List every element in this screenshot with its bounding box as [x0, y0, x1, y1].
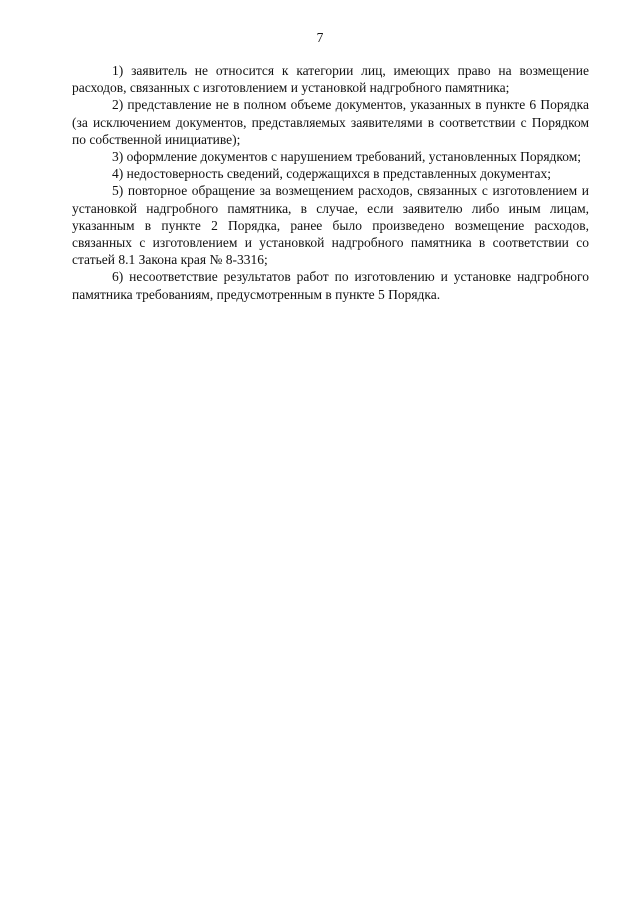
- list-item-6: 6) несоответствие результатов работ по изготовлению и установке надгробного памятника требованиям, предусмотренным в пункте 5 Порядка.: [72, 269, 589, 302]
- list-item-4: 4) недостоверность сведений, содержащихся в представленных документах;: [112, 166, 551, 182]
- list-item-5: 5) повторное обращение за возмещением расходов, связанных с изготовлением и установкой надгробного памятника, в случае, если заявителю либо иным лицам, указанным в пункте 2 Порядка, ранее было произведено возмещение расходов, связанных с изготовлением и установкой надгробного памятника в соответствии со статьей 8.1 Закона края № 8-3316;: [72, 183, 589, 268]
- list-item-2: 2) представление не в полном объеме документов, указанных в пункте 6 Порядка (за исключением документов, представляемых заявителями в соответствии с Порядком по собственной инициативе);: [72, 97, 589, 147]
- list-item-3: 3) оформление документов с нарушением требований, установленных Порядком;: [112, 149, 582, 165]
- page-number: 7: [316, 30, 324, 45]
- list-item-1: 1) заявитель не относится к категории лиц, имеющих право на возмещение расходов, связанных с изготовлением и установкой надгробного памятника;: [72, 63, 589, 96]
- document-body: [72, 62, 589, 303]
